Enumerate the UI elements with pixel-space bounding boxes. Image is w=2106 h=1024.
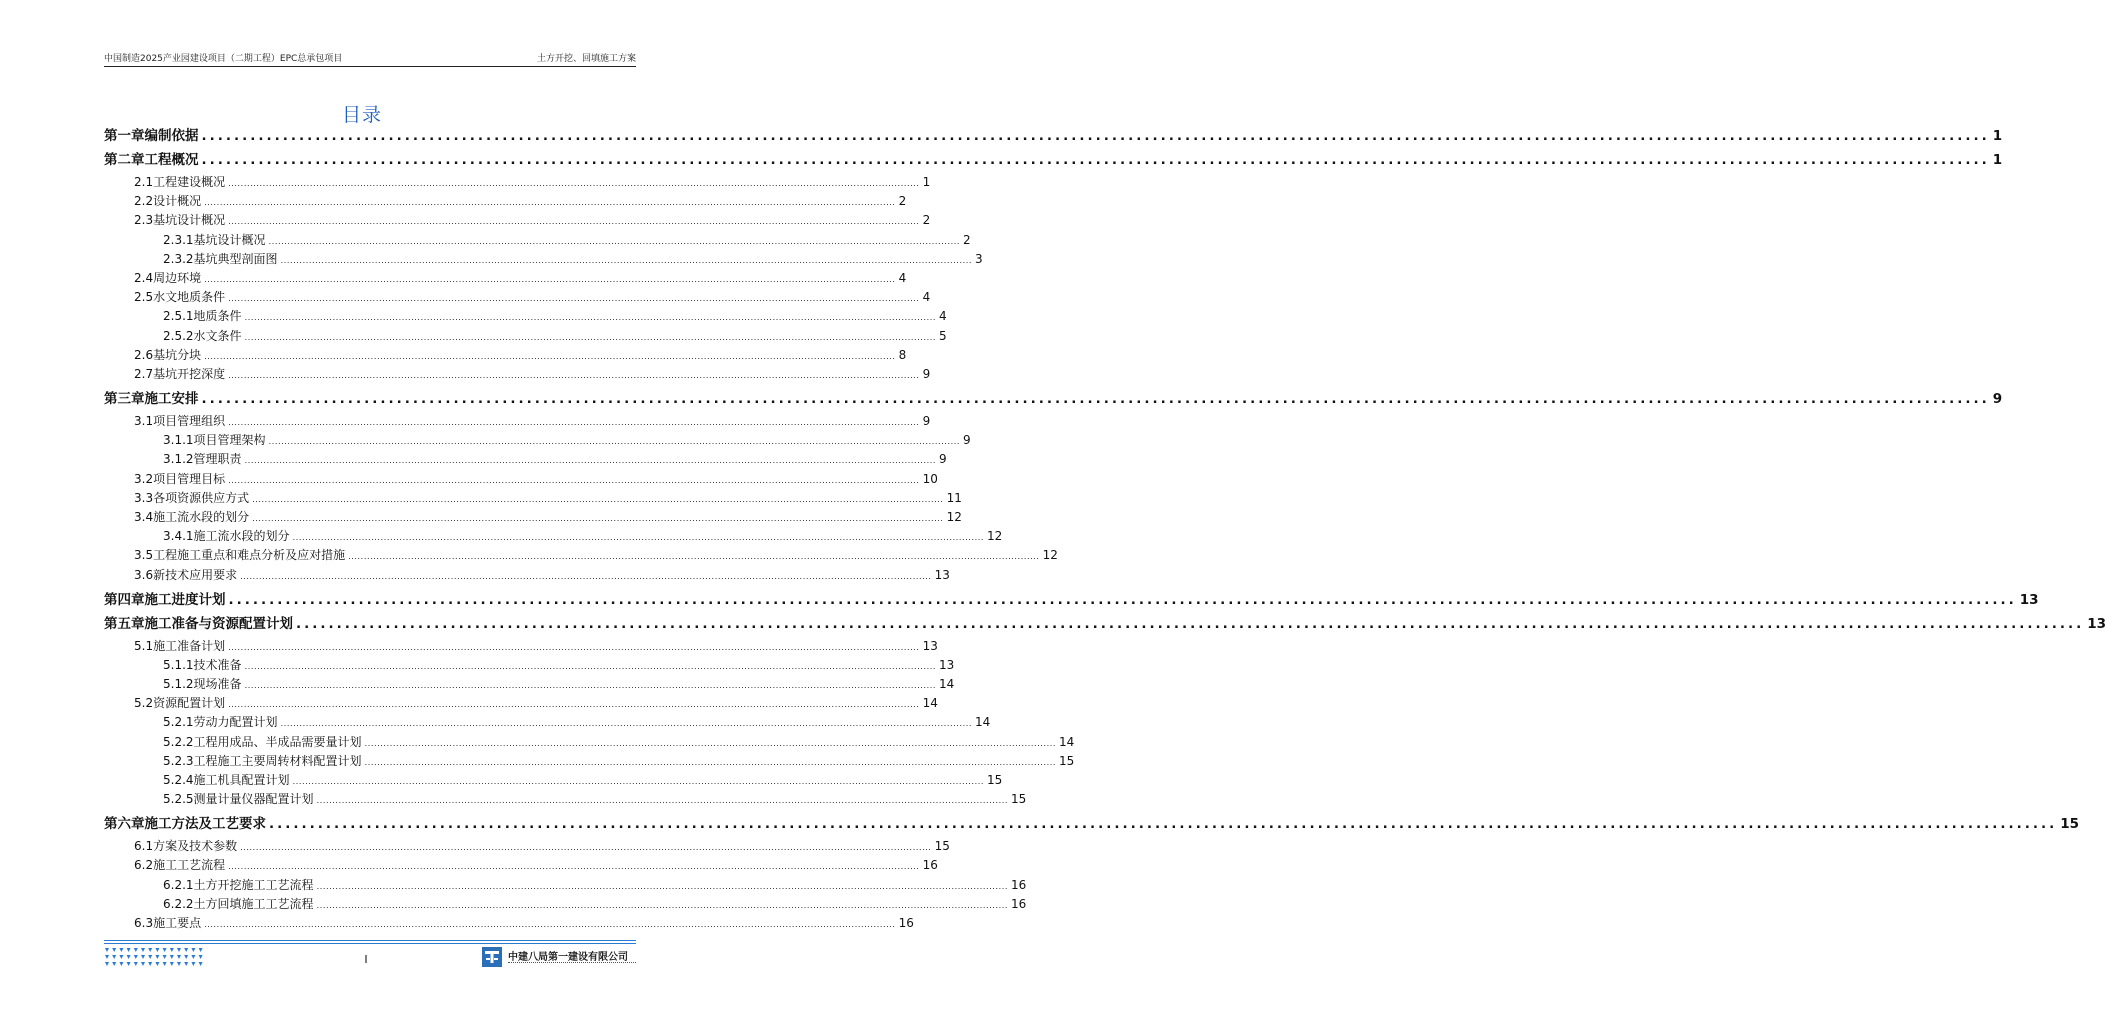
toc-entry-page: 14 bbox=[975, 715, 991, 730]
toc-entry-page: 13 bbox=[934, 567, 950, 582]
toc-entry-label: 方案及技术参数 bbox=[153, 839, 238, 854]
toc-leader-dots: ............................................................................................................................................................................................................................ bbox=[228, 591, 2017, 608]
toc-leader-dots: ............................................................................................................................................................................................................................ bbox=[228, 217, 920, 227]
toc-entry-label: 土方开挖施工工艺流程 bbox=[193, 877, 314, 892]
pattern-mark bbox=[127, 948, 131, 952]
toc-entry-number: 2.3.2 bbox=[163, 251, 194, 266]
pattern-mark bbox=[119, 962, 123, 966]
toc-entry-label: 工程施工主要周转材料配置计划 bbox=[193, 753, 362, 768]
pattern-mark bbox=[170, 955, 174, 959]
pattern-mark bbox=[191, 955, 195, 959]
toc-section-entry[interactable] bbox=[134, 914, 914, 931]
toc-leader-dots: ............................................................................................................................................................................................................................ bbox=[228, 179, 920, 188]
toc-section-entry[interactable] bbox=[134, 637, 938, 654]
header-rule bbox=[104, 66, 636, 67]
toc-leader-dots: ............................................................................................................................................................................................................................ bbox=[244, 313, 937, 323]
toc-leader-dots: ............................................................................................................................................................................................................................ bbox=[204, 920, 896, 929]
toc-leader-dots: ............................................................................................................................................................................................................................ bbox=[228, 700, 920, 710]
toc-entry-page: 12 bbox=[1042, 548, 1058, 563]
toc-entry-label: 工程概况 bbox=[144, 152, 199, 168]
pattern-mark bbox=[199, 955, 203, 959]
toc-chapter-entry[interactable] bbox=[104, 387, 2003, 407]
toc-entry-label: 施工安排 bbox=[144, 391, 199, 407]
toc-entry-label: 设计概况 bbox=[153, 194, 202, 209]
toc-entry-page: 14 bbox=[1059, 734, 1075, 749]
toc-section-entry[interactable] bbox=[134, 489, 962, 506]
page-title: 目录 bbox=[341, 104, 382, 126]
toc-entry-label: 水文条件 bbox=[193, 328, 242, 343]
toc-section-entry[interactable] bbox=[134, 837, 950, 854]
toc-entry-page: 4 bbox=[898, 271, 907, 285]
toc-leader-dots: ............................................................................................................................................................................................................................ bbox=[204, 275, 896, 284]
toc-entry-number: 2.6 bbox=[134, 347, 154, 362]
pattern-mark bbox=[127, 962, 131, 966]
pattern-mark bbox=[177, 948, 181, 952]
pattern-mark bbox=[155, 962, 159, 966]
pattern-mark bbox=[112, 962, 116, 966]
toc-entry-page: 2 bbox=[898, 194, 907, 209]
toc-entry-label: 项目管理目标 bbox=[153, 471, 226, 486]
toc-entry-page: 9 bbox=[1992, 391, 2003, 407]
toc-entry-number: 5.2.5 bbox=[163, 792, 194, 807]
pattern-mark bbox=[191, 962, 195, 966]
toc-entry-page: 15 bbox=[1059, 753, 1075, 768]
toc-entry-number: 3.6 bbox=[134, 567, 154, 582]
pattern-mark bbox=[148, 948, 152, 952]
footer-decorative-pattern bbox=[104, 947, 206, 969]
toc-entry-number: 2.3 bbox=[134, 213, 154, 228]
toc-entry-number: 6.2 bbox=[134, 858, 154, 873]
toc-entry-number: 3.4.1 bbox=[163, 529, 194, 544]
pattern-mark bbox=[141, 955, 145, 959]
toc-entry-page: 13 bbox=[2019, 591, 2039, 608]
toc-chapter-entry[interactable] bbox=[104, 812, 2080, 833]
toc-leader-dots: ............................................................................................................................................................................................................................ bbox=[268, 236, 961, 246]
toc-entry-number: 第一章 bbox=[104, 128, 145, 144]
toc-entry-label: 项目管理组织 bbox=[153, 414, 226, 428]
toc-leader-dots: ............................................................................................................................................................................................................................ bbox=[296, 615, 2085, 632]
toc-entry-number: 第四章 bbox=[104, 591, 145, 608]
toc-entry-page: 15 bbox=[987, 773, 1003, 787]
toc-leader-dots: ............................................................................................................................................................................................................................ bbox=[228, 475, 920, 485]
toc-leader-dots: ............................................................................................................................................................................................................................ bbox=[268, 437, 961, 447]
pattern-mark bbox=[170, 948, 174, 952]
toc-entry-number: 2.5 bbox=[134, 290, 154, 305]
toc-entry-label: 基坑分块 bbox=[153, 347, 202, 362]
toc-subsection-entry[interactable] bbox=[163, 771, 1003, 788]
toc-leader-dots: ............................................................................................................................................................................................................................ bbox=[228, 294, 920, 304]
toc-subsection-entry[interactable] bbox=[163, 675, 955, 692]
toc-entry-label: 施工工艺流程 bbox=[153, 858, 226, 873]
toc-leader-dots: ............................................................................................................................................................................................................................ bbox=[316, 900, 1009, 910]
toc-entry-page: 16 bbox=[1011, 896, 1027, 911]
toc-leader-dots: ............................................................................................................................................................................................................................ bbox=[201, 391, 1990, 407]
page-header bbox=[104, 49, 636, 65]
toc-entry-page: 4 bbox=[939, 309, 947, 324]
toc-entry-page: 13 bbox=[939, 657, 955, 672]
toc-entry-number: 2.4 bbox=[134, 271, 154, 285]
pattern-mark bbox=[141, 962, 145, 966]
toc-entry-number: 2.5.1 bbox=[163, 309, 194, 324]
pattern-mark bbox=[105, 955, 109, 959]
toc-entry-number: 6.2.2 bbox=[163, 896, 194, 911]
toc-leader-dots: ............................................................................................................................................................................................................................ bbox=[292, 777, 985, 786]
toc-subsection-entry[interactable] bbox=[163, 733, 1075, 750]
toc-leader-dots: ............................................................................................................................................................................................................................ bbox=[201, 128, 1990, 144]
footer-rule bbox=[104, 940, 636, 941]
toc-leader-dots: ............................................................................................................................................................................................................................ bbox=[280, 719, 973, 729]
toc-section-entry[interactable] bbox=[134, 508, 962, 525]
pattern-mark bbox=[112, 948, 116, 952]
toc-entry-label: 工程施工重点和难点分析及应对措施 bbox=[153, 548, 346, 563]
toc-leader-dots: ............................................................................................................................................................................................................................ bbox=[244, 456, 937, 466]
toc-entry-page: 15 bbox=[1011, 792, 1027, 807]
pattern-mark bbox=[155, 948, 159, 952]
header-project-title: 中国制造2025产业园建设项目（二期工程）EPC总承包项目 bbox=[104, 54, 343, 64]
toc-leader-dots: ............................................................................................................................................................................................................................ bbox=[244, 332, 937, 342]
toc-entry-label: 资源配置计划 bbox=[153, 696, 226, 711]
toc-subsection-entry[interactable] bbox=[163, 250, 983, 267]
toc-entry-page: 9 bbox=[939, 452, 947, 467]
toc-section-entry[interactable] bbox=[134, 694, 938, 711]
footer-company-logo bbox=[482, 947, 636, 971]
toc-entry-page: 11 bbox=[946, 490, 962, 505]
pattern-mark bbox=[170, 962, 174, 966]
company-logo-icon bbox=[482, 947, 502, 967]
toc-chapter-entry[interactable] bbox=[104, 124, 2003, 144]
toc-entry-number: 6.1 bbox=[134, 839, 154, 854]
toc-leader-dots: ............................................................................................................................................................................................................................ bbox=[244, 681, 937, 690]
pattern-mark bbox=[184, 955, 188, 959]
toc-entry-number: 第六章 bbox=[104, 816, 145, 833]
toc-subsection-entry[interactable] bbox=[163, 752, 1075, 769]
toc-entry-number: 5.1.1 bbox=[163, 657, 194, 672]
toc-entry-label: 施工机具配置计划 bbox=[193, 773, 290, 787]
toc-entry-number: 2.5.2 bbox=[163, 328, 194, 343]
toc-entry-page: 1 bbox=[1992, 152, 2003, 168]
toc-leader-dots: ............................................................................................................................................................................................................................ bbox=[204, 351, 896, 361]
toc-subsection-entry[interactable] bbox=[163, 790, 1027, 807]
toc-entry-number: 3.5 bbox=[134, 548, 154, 563]
pattern-mark bbox=[177, 955, 181, 959]
toc-entry-page: 16 bbox=[1011, 877, 1027, 892]
toc-entry-label: 基坑设计概况 bbox=[193, 232, 266, 247]
toc-entry-number: 6.3 bbox=[134, 916, 154, 930]
toc-entry-page: 13 bbox=[922, 638, 938, 653]
toc-entry-page: 16 bbox=[922, 858, 938, 873]
toc-section-entry[interactable] bbox=[134, 288, 931, 305]
toc-leader-dots: ............................................................................................................................................................................................................................ bbox=[240, 571, 932, 581]
toc-entry-label: 工程建设概况 bbox=[153, 175, 226, 189]
footer-rule bbox=[104, 943, 636, 944]
toc-subsection-entry[interactable] bbox=[163, 656, 955, 673]
pattern-mark bbox=[134, 962, 138, 966]
toc-section-entry[interactable] bbox=[134, 269, 907, 286]
pattern-mark bbox=[184, 948, 188, 952]
toc-section-entry[interactable] bbox=[134, 211, 931, 228]
toc-entry-number: 5.1.2 bbox=[163, 677, 194, 691]
pattern-mark bbox=[191, 948, 195, 952]
toc-section-entry[interactable] bbox=[134, 346, 907, 363]
toc-entry-number: 第二章 bbox=[104, 152, 145, 168]
toc-leader-dots: ............................................................................................................................................................................................................................ bbox=[252, 514, 944, 523]
toc-leader-dots: ............................................................................................................................................................................................................................ bbox=[269, 816, 2058, 833]
toc-entry-number: 3.1.1 bbox=[163, 433, 194, 448]
toc-section-entry[interactable] bbox=[134, 365, 931, 382]
toc-entry-label: 地质条件 bbox=[193, 309, 242, 324]
pattern-mark bbox=[127, 955, 131, 959]
toc-entry-number: 5.2.3 bbox=[163, 753, 194, 768]
toc-subsection-entry[interactable] bbox=[163, 231, 971, 248]
toc-entry-label: 施工准备计划 bbox=[153, 638, 226, 653]
toc-entry-label: 基坑开挖深度 bbox=[153, 367, 226, 381]
pattern-mark bbox=[148, 955, 152, 959]
toc-entry-page: 15 bbox=[2060, 816, 2080, 833]
toc-entry-label: 基坑设计概况 bbox=[153, 213, 226, 228]
toc-entry-number: 第三章 bbox=[104, 391, 145, 407]
toc-entry-page: 9 bbox=[922, 414, 931, 428]
toc-entry-label: 施工流水段的划分 bbox=[153, 510, 250, 524]
toc-entry-label: 劳动力配置计划 bbox=[193, 715, 278, 730]
toc-entry-label: 新技术应用要求 bbox=[153, 567, 238, 582]
toc-section-entry[interactable] bbox=[134, 192, 907, 209]
toc-section-entry[interactable] bbox=[134, 546, 1058, 563]
pattern-mark bbox=[155, 955, 159, 959]
pattern-mark bbox=[148, 962, 152, 966]
pattern-mark bbox=[141, 948, 145, 952]
pattern-mark bbox=[199, 962, 203, 966]
toc-leader-dots: ............................................................................................................................................................................................................................ bbox=[280, 255, 973, 265]
toc-entry-label: 现场准备 bbox=[193, 677, 242, 691]
toc-entry-number: 3.4 bbox=[134, 510, 154, 524]
pattern-mark bbox=[163, 955, 167, 959]
toc-entry-page: 12 bbox=[987, 529, 1003, 544]
toc-entry-number: 6.2.1 bbox=[163, 877, 194, 892]
toc-entry-number: 5.2.2 bbox=[163, 734, 194, 749]
toc-entry-label: 周边环境 bbox=[153, 271, 202, 285]
toc-subsection-entry[interactable] bbox=[163, 713, 991, 730]
footer-company-name: 中建八局第一建设有限公司 bbox=[508, 952, 628, 963]
toc-subsection-entry[interactable] bbox=[163, 327, 947, 344]
toc-leader-dots: ............................................................................................................................................................................................................................ bbox=[228, 862, 920, 872]
toc-entry-label: 基坑典型剖面图 bbox=[193, 251, 278, 266]
toc-leader-dots: ............................................................................................................................................................................................................................ bbox=[240, 843, 932, 853]
toc-entry-number: 2.3.1 bbox=[163, 232, 194, 247]
toc-entry-number: 5.2 bbox=[134, 696, 154, 711]
toc-entry-label: 施工准备与资源配置计划 bbox=[144, 615, 293, 632]
toc-entry-page: 1 bbox=[1992, 128, 2003, 144]
toc-entry-page: 14 bbox=[922, 696, 938, 711]
toc-entry-number: 5.2.4 bbox=[163, 773, 194, 787]
toc-entry-page: 1 bbox=[922, 175, 931, 189]
toc-chapter-entry[interactable] bbox=[104, 588, 2039, 608]
toc-entry-label: 土方回填施工工艺流程 bbox=[193, 896, 314, 911]
pattern-mark bbox=[119, 948, 123, 952]
toc-subsection-entry[interactable] bbox=[163, 431, 971, 448]
pattern-mark bbox=[112, 955, 116, 959]
toc-entry-page: 15 bbox=[934, 839, 950, 854]
toc-chapter-entry[interactable] bbox=[104, 148, 2003, 168]
toc-subsection-entry[interactable] bbox=[163, 450, 947, 467]
toc-entry-page: 4 bbox=[922, 290, 931, 305]
toc-entry-label: 水文地质条件 bbox=[153, 290, 226, 305]
toc-subsection-entry[interactable] bbox=[163, 307, 947, 324]
toc-leader-dots: ............................................................................................................................................................................................................................ bbox=[204, 198, 896, 208]
toc-entry-page: 2 bbox=[922, 213, 931, 228]
pattern-mark bbox=[105, 948, 109, 952]
toc-section-entry[interactable] bbox=[134, 470, 938, 487]
toc-leader-dots: ............................................................................................................................................................................................................................ bbox=[348, 552, 1040, 562]
toc-entry-page: 5 bbox=[939, 328, 947, 343]
header-document-title: 土方开挖、回填施工方案 bbox=[536, 54, 636, 64]
toc-entry-page: 9 bbox=[922, 367, 931, 381]
toc-leader-dots: ............................................................................................................................................................................................................................ bbox=[244, 661, 937, 671]
pattern-mark bbox=[119, 955, 123, 959]
toc-entry-label: 施工要点 bbox=[153, 916, 202, 930]
toc-entry-number: 3.2 bbox=[134, 471, 154, 486]
toc-leader-dots: ............................................................................................................................................................................................................................ bbox=[228, 371, 920, 380]
toc-entry-label: 项目管理架构 bbox=[193, 433, 266, 448]
toc-entry-label: 施工进度计划 bbox=[144, 591, 226, 608]
toc-section-entry[interactable] bbox=[134, 173, 931, 190]
pattern-mark bbox=[134, 955, 138, 959]
toc-leader-dots: ............................................................................................................................................................................................................................ bbox=[364, 738, 1057, 748]
toc-entry-label: 技术准备 bbox=[193, 657, 242, 672]
toc-leader-dots: ............................................................................................................................................................................................................................ bbox=[292, 533, 985, 543]
toc-entry-page: 12 bbox=[946, 510, 962, 524]
toc-chapter-entry[interactable] bbox=[104, 612, 2106, 632]
toc-section-entry[interactable] bbox=[134, 856, 938, 873]
toc-section-entry[interactable] bbox=[134, 412, 931, 429]
toc-entry-number: 2.7 bbox=[134, 367, 154, 381]
toc-entry-page: 2 bbox=[963, 232, 971, 247]
toc-entry-label: 施工流水段的划分 bbox=[193, 529, 290, 544]
toc-entry-page: 16 bbox=[898, 916, 914, 930]
toc-entry-page: 3 bbox=[975, 251, 983, 266]
pattern-mark bbox=[199, 948, 203, 952]
toc-leader-dots: ............................................................................................................................................................................................................................ bbox=[316, 881, 1009, 891]
pattern-mark bbox=[163, 948, 167, 952]
toc-entry-label: 各项资源供应方式 bbox=[153, 490, 250, 505]
toc-entry-label: 管理职责 bbox=[193, 452, 242, 467]
toc-entry-number: 3.3 bbox=[134, 490, 154, 505]
toc-entry-number: 3.1.2 bbox=[163, 452, 194, 467]
toc-leader-dots: ............................................................................................................................................................................................................................ bbox=[364, 757, 1057, 767]
toc-entry-page: 10 bbox=[922, 471, 938, 486]
pattern-mark bbox=[163, 962, 167, 966]
toc-entry-label: 测量计量仪器配置计划 bbox=[193, 792, 314, 807]
toc-subsection-entry[interactable] bbox=[163, 876, 1027, 893]
toc-entry-label: 工程用成品、半成品需要量计划 bbox=[193, 734, 362, 749]
toc-entry-number: 5.2.1 bbox=[163, 715, 194, 730]
footer-company-subline bbox=[508, 962, 636, 965]
toc-leader-dots: ............................................................................................................................................................................................................................ bbox=[201, 152, 1990, 168]
toc-entry-page: 8 bbox=[898, 347, 907, 362]
pattern-mark bbox=[177, 962, 181, 966]
toc-leader-dots: ............................................................................................................................................................................................................................ bbox=[228, 418, 920, 427]
toc-entry-page: 13 bbox=[2087, 615, 2106, 632]
toc-subsection-entry[interactable] bbox=[163, 527, 1003, 544]
footer-page-number: I bbox=[364, 953, 368, 966]
toc-entry-label: 编制依据 bbox=[144, 128, 199, 144]
toc-leader-dots: ............................................................................................................................................................................................................................ bbox=[228, 642, 920, 652]
toc-leader-dots: ............................................................................................................................................................................................................................ bbox=[252, 494, 944, 504]
toc-subsection-entry[interactable] bbox=[163, 895, 1027, 912]
pattern-mark bbox=[134, 948, 138, 952]
toc-entry-page: 9 bbox=[963, 433, 971, 448]
pattern-mark bbox=[184, 962, 188, 966]
toc-entry-number: 2.2 bbox=[134, 194, 154, 209]
toc-entry-label: 施工方法及工艺要求 bbox=[144, 816, 266, 833]
toc-section-entry[interactable] bbox=[134, 566, 950, 583]
toc-entry-number: 2.1 bbox=[134, 175, 154, 189]
toc-entry-page: 14 bbox=[939, 677, 955, 691]
toc-entry-number: 5.1 bbox=[134, 638, 154, 653]
toc-entry-number: 第五章 bbox=[104, 615, 145, 632]
toc-leader-dots: ............................................................................................................................................................................................................................ bbox=[316, 796, 1009, 806]
pattern-mark bbox=[105, 962, 109, 966]
toc-entry-number: 3.1 bbox=[134, 414, 154, 428]
